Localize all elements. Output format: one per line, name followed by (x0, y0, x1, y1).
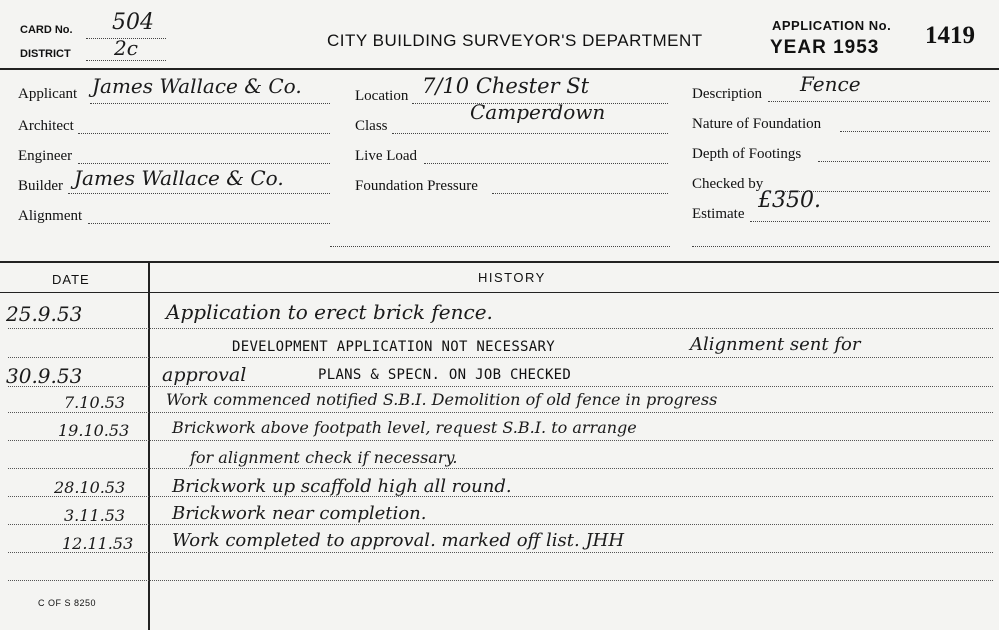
description-label: Description (692, 86, 762, 102)
stamp-plans-checked: PLANS & SPECN. ON JOB CHECKED (318, 367, 572, 383)
date-header: DATE (52, 272, 90, 287)
description-value: Fence (800, 72, 861, 96)
history-date-5: 19.10.53 (58, 421, 130, 440)
class-label: Class (355, 118, 388, 134)
engineer-label: Engineer (18, 148, 73, 164)
district-value: 2c (114, 36, 138, 60)
nature-of-foundation-label: Nature of Foundation (692, 116, 822, 132)
foundation-pressure-label: Foundation Pressure (355, 178, 478, 194)
date-column-divider (148, 261, 150, 630)
history-entry-4: Work commenced notified S.B.I. Demolition of old fence in progress (166, 390, 718, 409)
history-entry-1: Application to erect brick fence. (166, 300, 493, 324)
card-no-value: 504 (112, 10, 154, 35)
estimate-value: £350. (758, 188, 821, 213)
department-title: CITY BUILDING SURVEYOR'S DEPARTMENT (327, 31, 703, 50)
card-no-label: CARD No. (20, 24, 73, 36)
stamp-development-not-necessary: DEVELOPMENT APPLICATION NOT NECESSARY (232, 339, 555, 355)
header-divider (0, 68, 999, 70)
location-label: Location (355, 88, 409, 104)
history-entry-3: approval (162, 364, 247, 386)
district-label: DISTRICT (20, 48, 71, 60)
location-value-2: Camperdown (470, 100, 606, 124)
depth-of-footings-label: Depth of Footings (692, 146, 802, 162)
form-code: C OF S 8250 (38, 598, 97, 608)
live-load-label: Live Load (355, 148, 418, 164)
history-entry-9: Work completed to approval. marked off list. JHH (172, 530, 625, 551)
checked-by-label: Checked by (692, 176, 764, 192)
applicant-label: Applicant (18, 86, 78, 102)
history-entry-2: Alignment sent for (690, 334, 861, 355)
builder-value: James Wallace & Co. (74, 166, 284, 190)
applicant-value: James Wallace & Co. (92, 74, 302, 98)
estimate-label: Estimate (692, 206, 745, 222)
history-date-9: 12.11.53 (62, 534, 134, 553)
history-entry-8: Brickwork near completion. (172, 503, 427, 524)
history-header: HISTORY (478, 270, 546, 285)
location-value: 7/10 Chester St (422, 74, 590, 98)
history-date-3: 30.9.53 (6, 364, 83, 388)
application-no-label: APPLICATION No. (772, 18, 892, 33)
history-date-4: 7.10.53 (64, 393, 126, 412)
year-label: YEAR 1953 (770, 37, 880, 58)
history-entry-5: Brickwork above footpath level, request S.B.I. to arrange (172, 418, 637, 437)
application-number: 1419 (925, 22, 975, 49)
history-entry-6: for alignment check if necessary. (190, 448, 458, 467)
history-entry-7: Brickwork up scaffold high all round. (172, 476, 512, 497)
architect-label: Architect (18, 118, 74, 134)
history-date-7: 28.10.53 (54, 478, 126, 497)
builder-label: Builder (18, 178, 63, 194)
history-date-8: 3.11.53 (64, 506, 126, 525)
alignment-label: Alignment (18, 208, 83, 224)
history-header-divider (0, 292, 999, 293)
history-date-1: 25.9.53 (6, 302, 83, 326)
